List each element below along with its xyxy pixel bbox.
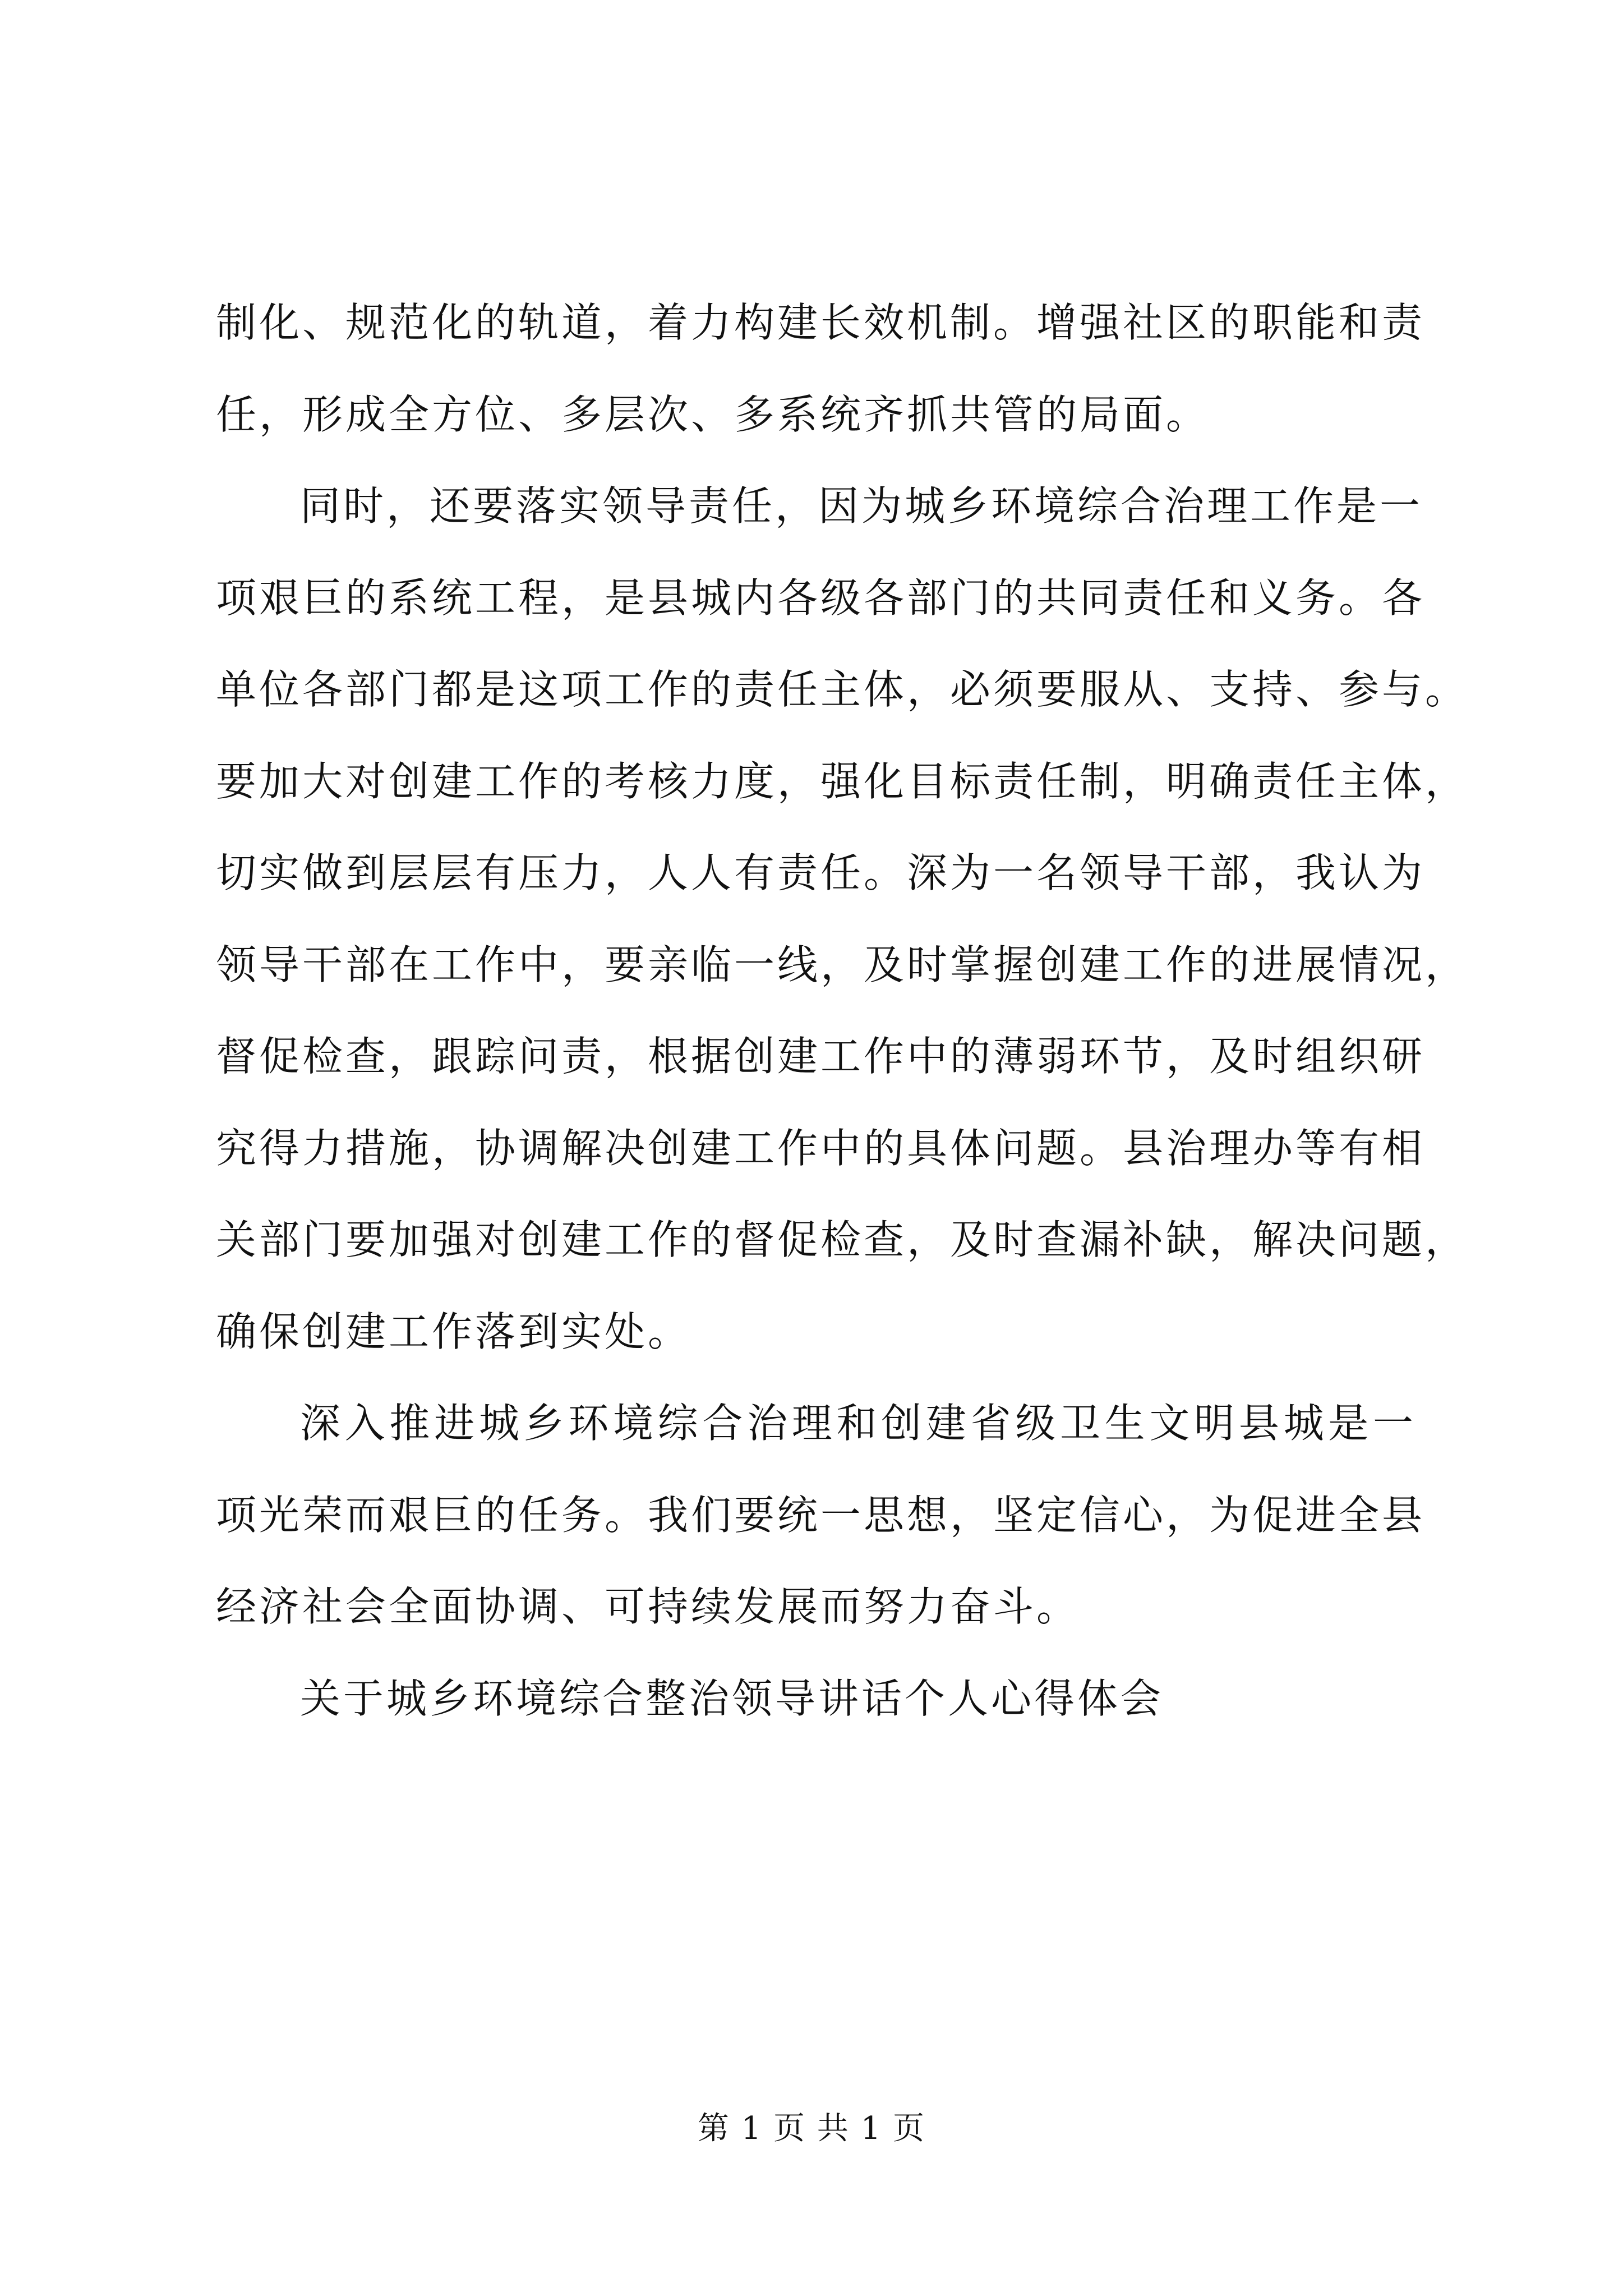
paragraph-4 [216,1673,1416,1724]
document-body [216,297,1469,1765]
paragraph-2 [216,481,1469,1357]
text-line: 究得力措施，协调解决创建工作中的具体问题。县治理办等有相 [216,1124,1426,1172]
text-line: 项艰巨的系统工程，是县城内各级各部门的共同责任和义务。各 [216,574,1426,622]
text-line: 要加大对创建工作的考核力度，强化目标责任制，明确责任主体， [216,757,1469,805]
text-line: 任，形成全方位、多层次、多系统齐抓共管的局面。 [216,390,1210,438]
page-footer [0,2109,1623,2148]
text-line: 切实做到层层有压力，人人有责任。深为一名领导干部，我认为 [216,849,1426,896]
text-line: 单位各部门都是这项工作的责任主体，必须要服从、支持、参与。 [216,666,1469,713]
text-line: 同时，还要落实领导责任，因为城乡环境综合治理工作是一 [300,482,1423,530]
text-line: 关部门要加强对创建工作的督促检查，及时查漏补缺，解决问题， [216,1216,1469,1263]
text-line: 确保创建工作落到实处。 [216,1308,691,1355]
text-line: 制化、规范化的轨道，着力构建长效机制。增强社区的职能和责 [216,299,1426,346]
paragraph-3 [216,1398,1426,1632]
text-line: 领导干部在工作中，要亲临一线，及时掌握创建工作的进展情况， [216,941,1469,988]
document-title-line: 关于城乡环境综合整治领导讲话个人心得体会 [300,1674,1164,1722]
text-line: 督促检查，跟踪问责，根据创建工作中的薄弱环节，及时组织研 [216,1033,1426,1080]
page-number-label: 第 1 页 共 1 页 [697,2110,926,2147]
text-line: 深入推进城乡环境综合治理和创建省级卫生文明县城是一 [300,1400,1416,1447]
text-line: 经济社会全面协调、可持续发展而努力奋斗。 [216,1583,1080,1630]
paragraph-1 [216,297,1426,440]
text-line: 项光荣而艰巨的任务。我们要统一思想，坚定信心，为促进全县 [216,1491,1426,1539]
